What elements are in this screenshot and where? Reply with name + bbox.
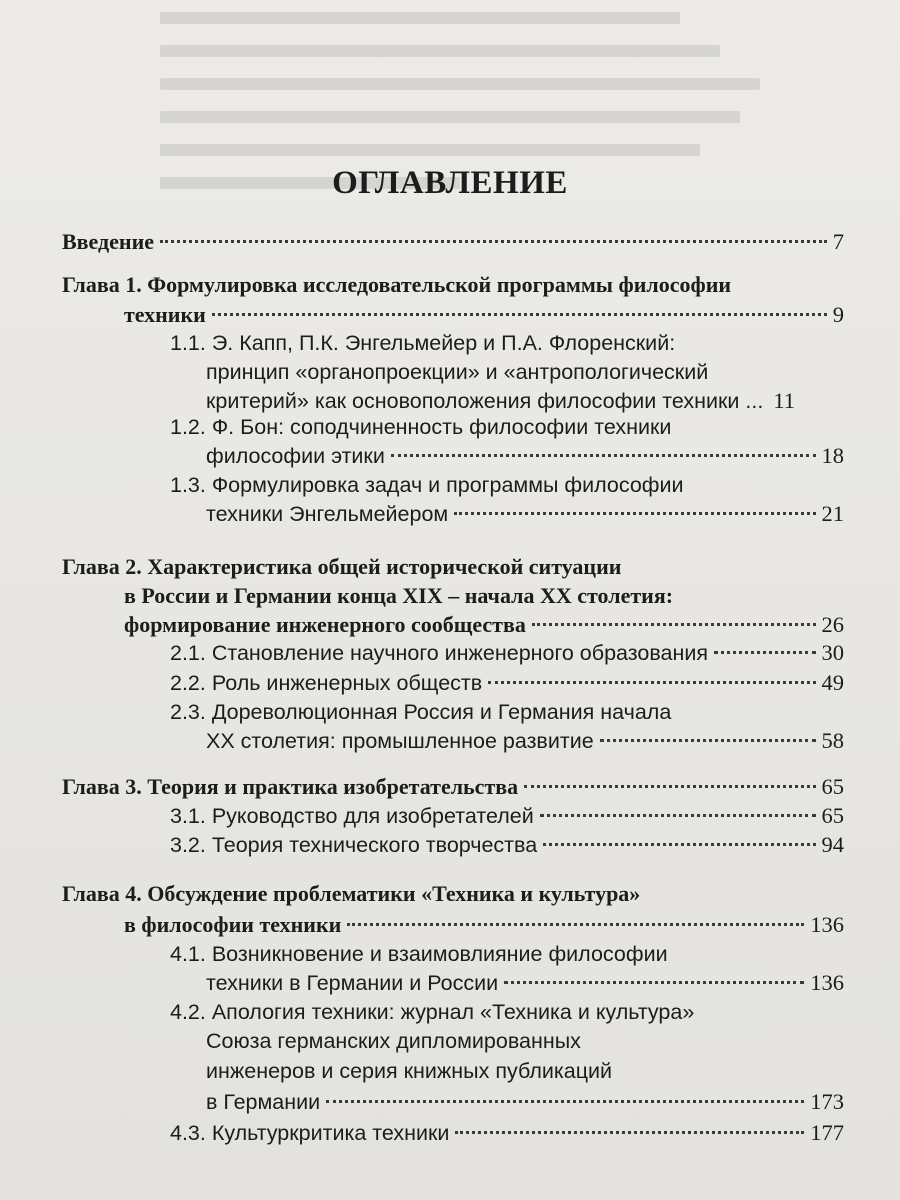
entry-title: техники	[124, 302, 206, 327]
toc-section-1-1-line2[interactable]: принцип «органопроекции» и «антропологический	[206, 360, 709, 384]
entry-title: 3.1. Руководство для изобретателей	[170, 804, 534, 828]
leader-dots	[391, 454, 816, 457]
page-number: 136	[810, 912, 844, 937]
page-number: 136	[810, 970, 844, 995]
toc-section-1-1-line1[interactable]: 1.1. Э. Капп, П.К. Энгельмейер и П.А. Флоренский:	[170, 331, 676, 355]
leader-dots	[504, 981, 804, 984]
entry-title: техники в Германии и России	[206, 971, 499, 995]
entry-title: Глава 3. Теория и практика изобретательства	[62, 774, 519, 799]
entry-title: в Германии	[206, 1090, 321, 1114]
leader-dots	[524, 785, 815, 788]
toc-chapter-2[interactable]	[124, 610, 844, 640]
entry-title: философии этики	[206, 444, 385, 468]
entry-title: в философии техники	[124, 912, 342, 937]
toc-chapter-4-line1[interactable]: Глава 4. Обсуждение проблематики «Техника и культура»	[62, 881, 641, 906]
page-number: 30	[821, 640, 844, 665]
toc-section-4-2-line1[interactable]: 4.2. Апология техники: журнал «Техника и культура»	[170, 1000, 695, 1024]
leader-dots	[714, 651, 816, 654]
toc-chapter-3[interactable]	[62, 772, 844, 802]
leader-dots	[454, 512, 815, 515]
toc-section-4-2[interactable]	[206, 1087, 844, 1117]
page-number: 9	[832, 302, 844, 327]
toc-section-4-1-line1[interactable]: 4.1. Возникновение и взаимовлияние философии	[170, 942, 668, 966]
leader-dots	[600, 739, 816, 742]
leader-dots	[347, 923, 804, 926]
page-number: 65	[821, 774, 844, 799]
toc-chapter-2-line2[interactable]: в России и Германии конца XIX – начала XX столетия:	[124, 583, 674, 608]
page-number: 177	[810, 1120, 844, 1145]
leader-dots	[160, 240, 827, 243]
toc-section-4-1[interactable]	[206, 968, 844, 998]
leader-dots	[543, 843, 815, 846]
page-number: 94	[821, 832, 844, 857]
toc-entry-intro[interactable]	[62, 227, 844, 257]
entry-title: 3.2. Теория технического творчества	[170, 833, 538, 857]
leader-dots	[455, 1131, 804, 1134]
page-number: 26	[821, 612, 844, 637]
toc-chapter-1-line1[interactable]: Глава 1. Формулировка исследовательской программы философии	[62, 272, 732, 297]
leader-dots	[488, 681, 815, 684]
toc-section-1-2[interactable]	[206, 441, 844, 471]
page-number: 49	[821, 670, 844, 695]
leader-dots	[540, 814, 816, 817]
leader-dots	[326, 1100, 804, 1103]
page-title: ОГЛАВЛЕНИЕ	[332, 165, 568, 201]
entry-title: формирование инженерного сообщества	[124, 612, 526, 637]
page-number: 173	[810, 1089, 844, 1114]
page-number: 58	[821, 728, 844, 753]
toc-section-4-2-line2[interactable]: Союза германских дипломированных	[206, 1029, 581, 1053]
page-number: 11	[773, 388, 795, 413]
page-number: 65	[821, 803, 844, 828]
entry-title: Введение	[62, 229, 155, 254]
leader-dots	[532, 623, 816, 626]
toc-section-3-2[interactable]	[170, 830, 844, 860]
toc-section-2-1[interactable]	[170, 638, 844, 668]
entry-title: XX столетия: промышленное развитие	[206, 729, 594, 753]
toc-chapter-1[interactable]	[124, 300, 844, 330]
page-number: 18	[821, 443, 844, 468]
toc-section-4-3[interactable]	[170, 1118, 844, 1148]
entry-title: 2.2. Роль инженерных обществ	[170, 671, 483, 695]
entry-title: 2.1. Становление научного инженерного образования	[170, 641, 708, 665]
toc-section-1-3-line1[interactable]: 1.3. Формулировка задач и программы философии	[170, 473, 684, 497]
toc-section-2-3-line1[interactable]: 2.3. Дореволюционная Россия и Германия начала	[170, 700, 672, 724]
toc-section-2-2[interactable]	[170, 668, 844, 698]
toc-chapter-2-line1[interactable]: Глава 2. Характеристика общей исторической ситуации	[62, 554, 622, 579]
toc-section-1-3[interactable]	[206, 499, 844, 529]
entry-title: критерий» как основоположения философии техники ...	[206, 389, 764, 413]
page-number: 7	[832, 229, 844, 254]
entry-title: 4.3. Культуркритика техники	[170, 1121, 450, 1145]
entry-title: техники Энгельмейером	[206, 502, 449, 526]
toc-section-2-3[interactable]	[206, 726, 844, 756]
page-number: 21	[821, 501, 844, 526]
toc-chapter-4[interactable]	[124, 910, 844, 940]
toc-section-3-1[interactable]	[170, 801, 844, 831]
leader-dots	[212, 313, 827, 316]
toc-section-1-2-line1[interactable]: 1.2. Ф. Бон: соподчиненность философии техники	[170, 415, 672, 439]
toc-section-4-2-line3[interactable]: инженеров и серия книжных публикаций	[206, 1059, 613, 1083]
